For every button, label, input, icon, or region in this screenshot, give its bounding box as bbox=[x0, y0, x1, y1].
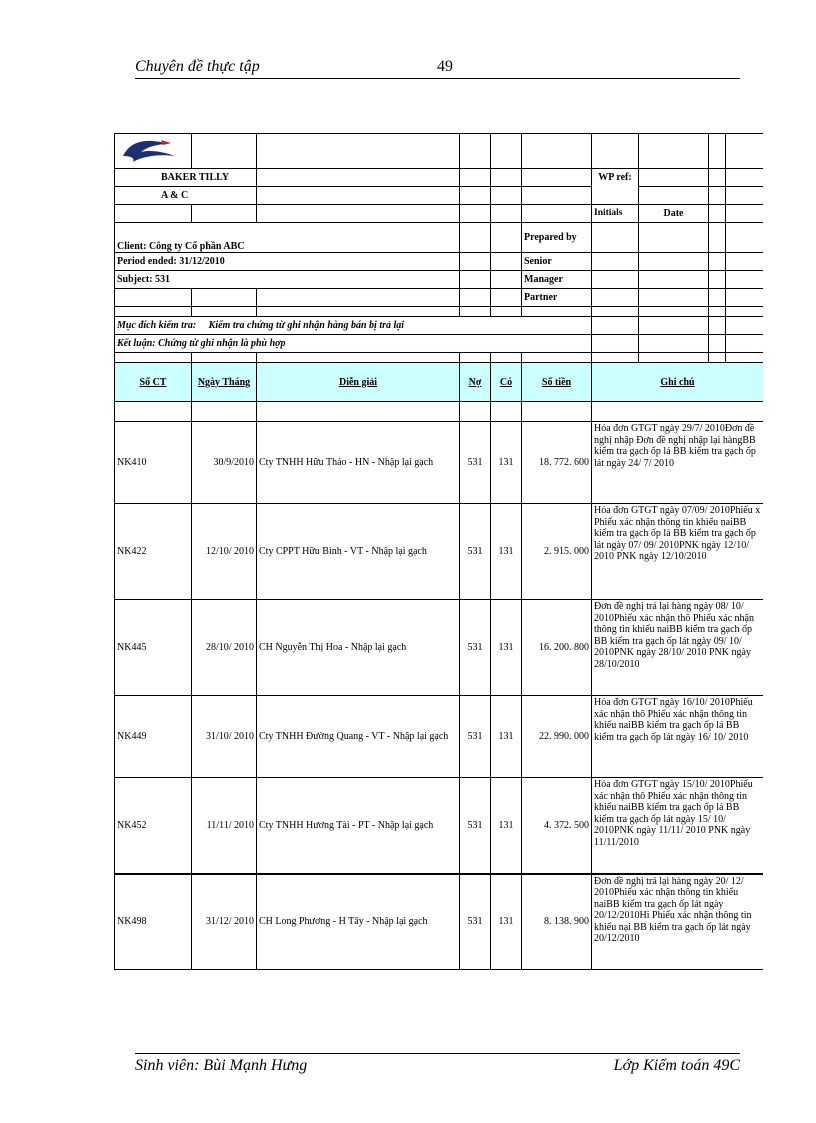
ghi-chu: Hóa đơn GTGT ngày 15/10/ 2010Phiếu xác nhận thô Phiếu xác nhận thông tin khiếu naiBB kiểm tra gạch ốp lá BB kiểm tra gạch ốp lát ngày 15/ 10/ 2010PNK ngày 11/11/ 2010 PNK ngày 11/11/2010 bbox=[592, 778, 764, 874]
co: 131 bbox=[491, 874, 522, 970]
so-ct: NK445 bbox=[115, 600, 192, 696]
no: 531 bbox=[460, 874, 491, 970]
table-row bbox=[115, 778, 764, 874]
partner-label: Partner bbox=[522, 289, 592, 307]
ngay: 28/10/ 2010 bbox=[192, 600, 257, 696]
col-dien-giai: Diễn giải bbox=[257, 363, 460, 402]
ngay: 11/11/ 2010 bbox=[192, 778, 257, 874]
so-ct: NK449 bbox=[115, 696, 192, 778]
dien-giai: Cty CPPT Hữu Bình - VT - Nhập lại gạch bbox=[257, 504, 460, 600]
so-ct: NK422 bbox=[115, 504, 192, 600]
dien-giai: Cty TNHH Hữu Thảo - HN - Nhập lại gạch bbox=[257, 422, 460, 504]
table-row bbox=[115, 874, 764, 970]
company-name: BAKER TILLY bbox=[115, 169, 257, 187]
ngay: 31/10/ 2010 bbox=[192, 696, 257, 778]
period-ended: Period ended: 31/12/2010 bbox=[115, 253, 460, 271]
so-tien: 22. 990. 000 bbox=[522, 696, 592, 778]
client-name: Client: Công ty Cổ phần ABC bbox=[115, 223, 460, 253]
baker-tilly-logo-icon bbox=[117, 134, 189, 168]
wp-ref-label: WP ref: bbox=[592, 169, 639, 187]
manager-label: Manager bbox=[522, 271, 592, 289]
so-ct: NK498 bbox=[115, 874, 192, 970]
table-row bbox=[115, 696, 764, 778]
prepared-by-label: Prepared by bbox=[522, 223, 592, 253]
col-no: Nợ bbox=[460, 363, 491, 402]
so-tien: 18. 772. 600 bbox=[522, 422, 592, 504]
date-label: Date bbox=[639, 205, 709, 223]
so-tien: 16. 200. 800 bbox=[522, 600, 592, 696]
co: 131 bbox=[491, 504, 522, 600]
dien-giai: CH Nguyễn Thị Hoa - Nhập lại gạch bbox=[257, 600, 460, 696]
col-so-ct: Số CT bbox=[115, 363, 192, 402]
initials-label: Initials bbox=[592, 205, 639, 223]
col-ghi-chu: Ghi chú bbox=[592, 363, 764, 402]
co: 131 bbox=[491, 422, 522, 504]
co: 131 bbox=[491, 696, 522, 778]
co: 131 bbox=[491, 600, 522, 696]
no: 531 bbox=[460, 504, 491, 600]
table-row bbox=[115, 600, 764, 696]
ghi-chu: Đơn đề nghị trả lại hàng ngày 20/ 12/ 2010Phiếu xác nhận thông tin khiếu naiBB kiểm tra gạch ốp lát ngày 20/12/2010Hi Phiếu xác nhận thông tin khiếu nại BB kiểm tra gạch ốp lát ngày 20/12/2010 bbox=[592, 874, 764, 970]
col-ngay-thang: Ngày Tháng bbox=[192, 363, 257, 402]
working-paper-table bbox=[114, 133, 763, 970]
ghi-chu: Hóa đơn GTGT ngày 16/10/ 2010Phiếu xác nhận thô Phiếu xác nhận thông tin khiếu naiBB kiểm tra gạch ốp lá BB kiểm tra gạch ốp lát ngày 16/ 10/ 2010 bbox=[592, 696, 764, 778]
dien-giai: Cty TNHH Đường Quang - VT - Nhập lại gạch bbox=[257, 696, 460, 778]
conclusion: Kết luận: Chứng từ ghi nhận là phù hợp bbox=[115, 335, 592, 353]
so-tien: 8. 138. 900 bbox=[522, 874, 592, 970]
so-ct: NK452 bbox=[115, 778, 192, 874]
co: 131 bbox=[491, 778, 522, 874]
logo-cell bbox=[115, 134, 192, 169]
purpose-row bbox=[115, 317, 592, 335]
class-name: Lớp Kiểm toán 49C bbox=[613, 1057, 740, 1074]
table-header-row bbox=[115, 363, 764, 402]
dien-giai: Cty TNHH Hương Tài - PT - Nhập lại gạch bbox=[257, 778, 460, 874]
so-tien: 2. 915. 000 bbox=[522, 504, 592, 600]
ghi-chu: Hóa đơn GTGT ngày 07/09/ 2010Phiếu x Phiếu xác nhận thông tin khiếu naiBB kiểm tra gạch ốp lá BB kiểm tra gạch ốp lát ngày 07/ 09/ 2010PNK ngày 12/10/ 2010 PNK ngày 12/10/2010 bbox=[592, 504, 764, 600]
table-row bbox=[115, 504, 764, 600]
company-line2: A & C bbox=[115, 187, 257, 205]
senior-label: Senior bbox=[522, 253, 592, 271]
no: 531 bbox=[460, 600, 491, 696]
ghi-chu: Đơn đề nghị trả lại hàng ngày 08/ 10/ 2010Phiếu xác nhận thô Phiếu xác nhận thông tin khiếu naiBB kiểm tra gạch ốp BB kiểm tra gạch ốp lát ngày 09/ 10/ 2010PNK ngày 28/10/ 2010 PNK ngày 28/10/2010 bbox=[592, 600, 764, 696]
student-name: Sinh viên: Bùi Mạnh Hưng bbox=[135, 1057, 308, 1074]
dien-giai: CH Long Phương - H Tây - Nhập lại gạch bbox=[257, 874, 460, 970]
ghi-chu: Hóa đơn GTGT ngày 29/7/ 2010Đơn đề nghị nhập Đơn đề nghị nhập lại hàngBB kiểm tra gạch ốp lá BB kiểm tra gạch ốp lát ngày 24/ 7/ 2010 bbox=[592, 422, 764, 504]
subject: Subject: 531 bbox=[115, 271, 460, 289]
ngay: 12/10/ 2010 bbox=[192, 504, 257, 600]
page-header bbox=[135, 58, 740, 79]
purpose-label: Mục đích kiểm tra: bbox=[117, 320, 197, 331]
ngay: 31/12/ 2010 bbox=[192, 874, 257, 970]
header-title: Chuyên đề thực tập bbox=[135, 58, 260, 75]
so-tien: 4. 372. 500 bbox=[522, 778, 592, 874]
col-so-tien: Số tiền bbox=[522, 363, 592, 402]
ngay: 30/9/2010 bbox=[192, 422, 257, 504]
col-co: Có bbox=[491, 363, 522, 402]
no: 531 bbox=[460, 778, 491, 874]
audit-working-paper bbox=[114, 133, 763, 1013]
so-ct: NK410 bbox=[115, 422, 192, 504]
table-row bbox=[115, 422, 764, 504]
page-number: 49 bbox=[437, 58, 453, 75]
page-footer bbox=[135, 1053, 740, 1078]
purpose-text: Kiểm tra chứng từ ghi nhận hàng bán bị trả lại bbox=[208, 320, 405, 331]
no: 531 bbox=[460, 422, 491, 504]
no: 531 bbox=[460, 696, 491, 778]
